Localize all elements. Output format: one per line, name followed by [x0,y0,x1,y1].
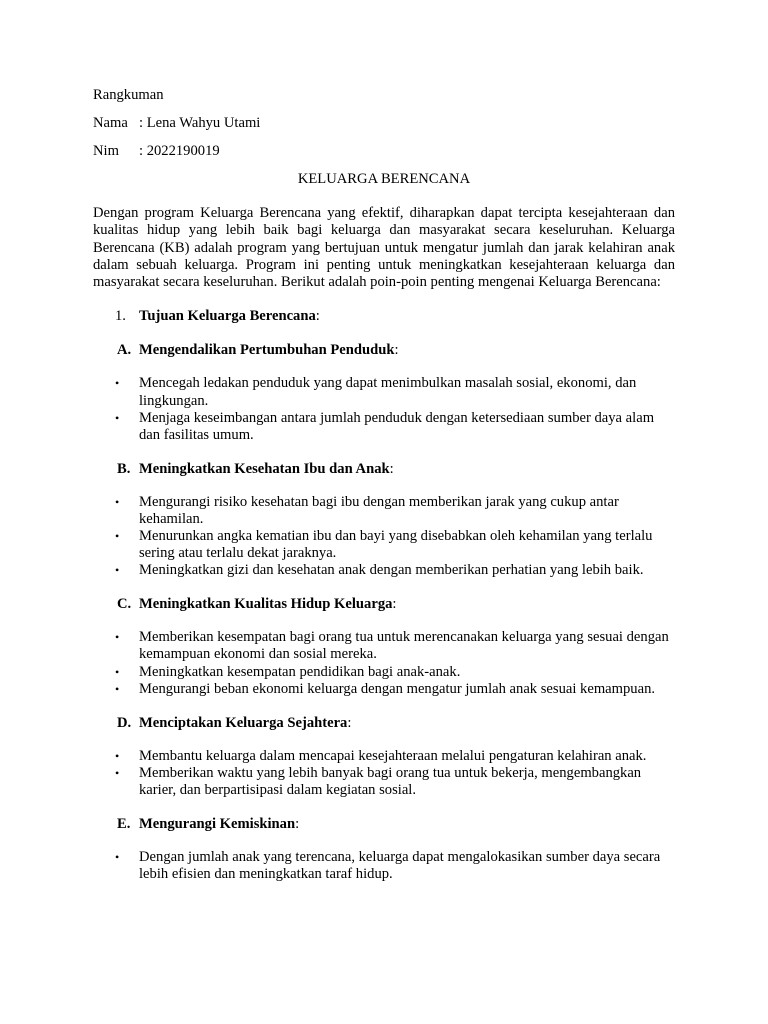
list-item: • Membantu keluarga dalam mencapai kesejahteraan melalui pengaturan kelahiran anak. [115,747,647,764]
list-item: • Meningkatkan gizi dan kesehatan anak dengan memberikan perhatian yang lebih baik. [115,562,644,579]
nim-line [93,142,675,160]
list-item: • Menurunkan angka kematian ibu dan bayi yang disebabkan oleh kehamilan yang terlalu sering atau terlalu dekat jaraknya. [115,528,653,562]
point-1-number: 1. [115,308,126,325]
document-page [93,86,675,899]
section-suffix: : [392,596,397,613]
name-label: Nama [93,115,128,131]
section-a-list [93,375,675,443]
bullet-icon: • [115,849,120,864]
section-e-list [93,849,675,883]
bullet-icon: • [115,494,120,509]
bullet-icon: • [115,529,120,544]
section-b-heading [93,460,675,478]
section-title: Meningkatkan Kualitas Hidup Keluarga [139,596,393,613]
bullet-icon: • [115,748,120,763]
section-letter: C. [117,596,132,613]
section-e-heading [93,815,675,833]
name-value: : Lena Wahyu Utami [139,115,261,131]
list-item: • Mencegah ledakan penduduk yang dapat menimbulkan masalah sosial, ekonomi, dan lingkungan. [115,375,637,409]
bullet-icon: • [115,563,120,578]
section-d-list [93,748,675,799]
section-letter: D. [117,714,132,731]
point-1-heading [93,307,675,325]
bullet-icon: • [115,664,120,679]
list-item: • Memberikan kesempatan bagi orang tua untuk merencanakan keluarga yang sesuai dengan kemampuan ekonomi dan sosial mereka. [115,629,669,663]
section-suffix: : [389,460,394,477]
section-letter: A. [117,342,132,359]
bullet-icon: • [115,630,120,645]
list-item: • Memberikan waktu yang lebih banyak bagi orang tua untuk bekerja, mengembangkan karier, dan berpartisipasi dalam kegiatan sosial. [115,764,642,798]
bullet-icon: • [115,681,120,696]
section-title: Mengendalikan Pertumbuhan Penduduk [139,342,395,359]
section-title: Meningkatkan Kesehatan Ibu dan Anak [139,460,390,477]
section-title: Menciptakan Keluarga Sejahtera [139,714,348,731]
doc-label: Rangkuman [93,87,164,103]
point-1-suffix: : [315,308,320,325]
section-letter: B. [117,460,131,477]
bullet-icon: • [115,376,120,391]
intro-paragraph: Dengan program Keluarga Berencana yang efektif, diharapkan dapat tercipta kesejahteraan dan kualitas hidup yang lebih baik bagi keluarga dan masyarakat secara keseluruhan. Keluarga Berencana (KB) adalah program yang bertujuan untuk mengatur jumlah dan jarak kelahiran anak dalam sebuah keluarga. Program ini penting untuk meningkatkan kesejahteraan keluarga dan masyarakat secara keseluruhan. Berikut adalah poin-poin penting mengenai Keluarga Berencana: [93,205,675,291]
section-letter: E. [117,815,131,832]
section-title: Mengurangi Kemiskinan [139,815,296,832]
section-suffix: : [394,342,399,359]
section-c-heading [93,595,675,613]
nim-label: Nim [93,143,119,159]
point-1-title: Tujuan Keluarga Berencana [139,308,316,325]
bullet-icon: • [115,765,120,780]
document-title: KELUARGA BERENCANA [297,171,471,187]
section-suffix: : [295,815,300,832]
section-a-heading [93,341,675,359]
list-item: • Mengurangi risiko kesehatan bagi ibu dengan memberikan jarak yang cukup antar kehamilan. [115,493,619,527]
name-line [93,114,675,132]
section-d-heading [93,714,675,732]
list-item: • Menjaga keseimbangan antara jumlah penduduk dengan ketersediaan sumber daya alam dan fasilitas umum. [115,409,655,443]
list-item: • Mengurangi beban ekonomi keluarga dengan mengatur jumlah anak sesuai kemampuan. [115,680,656,697]
nim-value: : 2022190019 [139,143,220,159]
list-item: • Meningkatkan kesempatan pendidikan bagi anak-anak. [115,663,461,680]
list-item: • Dengan jumlah anak yang terencana, keluarga dapat mengalokasikan sumber daya secara lebih efisien dan meningkatkan taraf hidup. [115,848,661,883]
section-suffix: : [347,714,352,731]
bullet-icon: • [115,410,120,425]
section-b-list [93,494,675,579]
section-c-list [93,629,675,697]
